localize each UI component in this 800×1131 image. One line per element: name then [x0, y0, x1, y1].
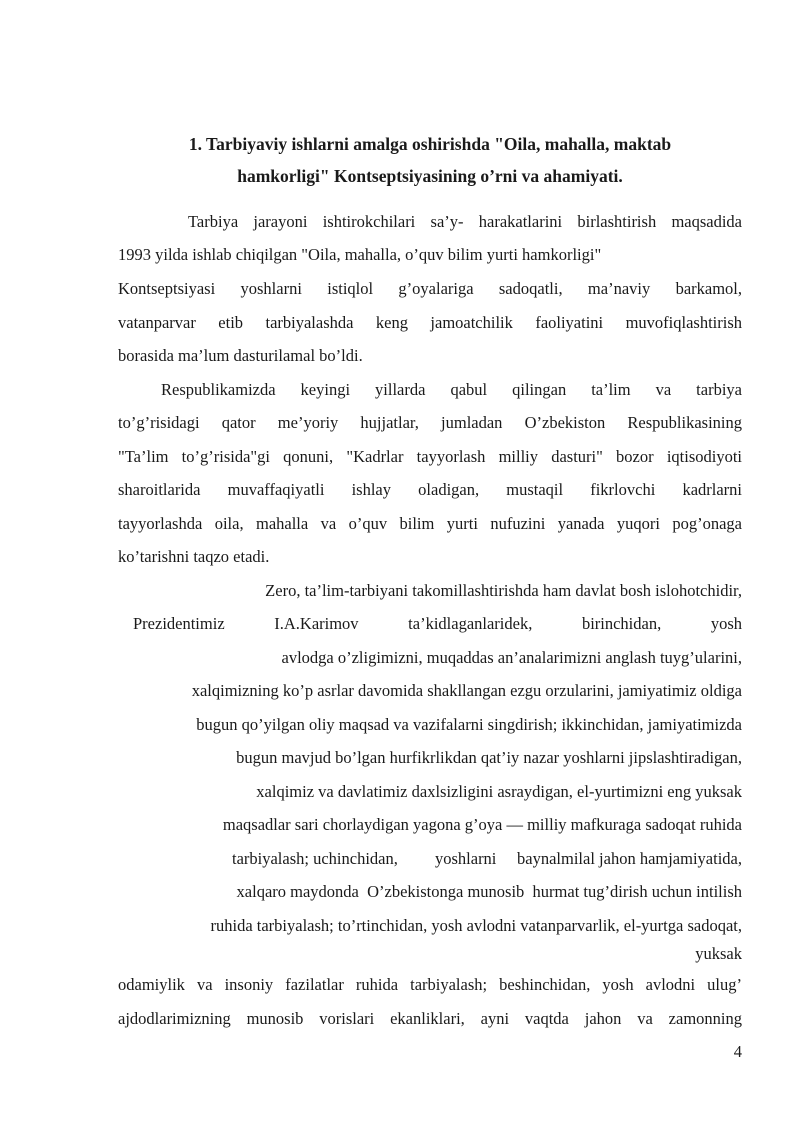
text-line: 1993 yilda ishlab chiqilgan "Oila, mahalla, o’quv bilim yurti hamkorligi": [118, 245, 602, 264]
text-line: Zero, ta’lim-tarbiyani takomillashtirishda ham davlat bosh islohotchidir,: [265, 581, 742, 600]
section-heading-line-1: 1. Tarbiyaviy ishlarni amalga oshirishda "Oila, mahalla, maktab: [188, 134, 672, 154]
text-line: yuksak: [695, 944, 742, 963]
text-line: "Ta’lim to’g’risida"gi qonuni, "Kadrlar tayyorlash milliy dasturi" bozor iqtisodiyoti: [118, 447, 742, 466]
text-line: to’g’risidagi qator me’yoriy hujjatlar, jumladan O’zbekiston Respublikasining: [118, 413, 742, 432]
text-line: ko’tarishni taqzo etadi.: [118, 547, 270, 566]
text-line: sharoitlarida muvaffaqiyatli ishlay oladigan, mustaqil fikrlovchi kadrlarni: [118, 480, 742, 499]
text-line: xalqimizning ko’p asrlar davomida shakllangan ezgu orzularini, jamiyatimiz oldiga: [191, 681, 742, 700]
text-line: Respublikamizda keyingi yillarda qabul qilingan ta’lim va tarbiya: [161, 380, 742, 399]
page-number: 4: [733, 1042, 742, 1061]
text-line: xalqimiz va davlatimiz daxlsizligini asraydigan, el-yurtimizni eng yuksak: [256, 782, 742, 801]
text-line: avlodga o’zligimizni, muqaddas an’analarimizni anglash tuyg’ularini,: [281, 648, 742, 667]
text-line: xalqaro maydonda O’zbekistonga munosib hurmat tug’dirish uchun intilish: [236, 882, 742, 901]
text-line: maqsadlar sari chorlaydigan yagona g’oya — milliy mafkuraga sadoqat ruhida: [222, 815, 742, 834]
section-heading: [118, 128, 742, 192]
text-line: bugun mavjud bo’lgan hurfikrlikdan qat’iy nazar yoshlarni jipslashtiradigan,: [236, 748, 742, 767]
text-line: Kontseptsiyasi yoshlarni istiqlol g’oyalariga sadoqatli, ma’naviy barkamol,: [118, 279, 742, 298]
text-line: vatanparvar etib tarbiyalashda keng jamoatchilik faoliyatini muvofiqlashtirish: [118, 313, 742, 332]
text-line: ajdodlarimizning munosib vorislari ekanliklari, ayni vaqtda jahon va zamonning: [118, 1009, 742, 1028]
text-line: borasida ma’lum dasturilamal bo’ldi.: [118, 346, 363, 365]
text-line: odamiylik va insoniy fazilatlar ruhida tarbiyalash; beshinchidan, yosh avlodni ulug’: [118, 975, 742, 994]
text-line: tarbiyalash; uchinchidan, yoshlarni baynalmilal jahon hamjamiyatida,: [232, 849, 742, 868]
text-line: Tarbiya jarayoni ishtirokchilari sa’y- harakatlarini birlashtirish maqsadida: [188, 212, 742, 231]
text-line: Prezidentimiz I.A.Karimov ta’kidlaganlaridek, birinchidan, yosh: [133, 614, 742, 633]
text-line: tayyorlashda oila, mahalla va o’quv bilim yurti nufuzini yanada yuqori pog’onaga: [118, 514, 742, 533]
text-line: bugun qo’yilgan oliy maqsad va vazifalarni singdirish; ikkinchidan, jamiyatimizda: [196, 715, 742, 734]
text-line: ruhida tarbiyalash; to’rtinchidan, yosh avlodni vatanparvarlik, el-yurtga sadoqat,: [210, 916, 742, 935]
section-heading-line-2: hamkorligi" Kontseptsiyasining o’rni va ahamiyati.: [237, 166, 623, 186]
